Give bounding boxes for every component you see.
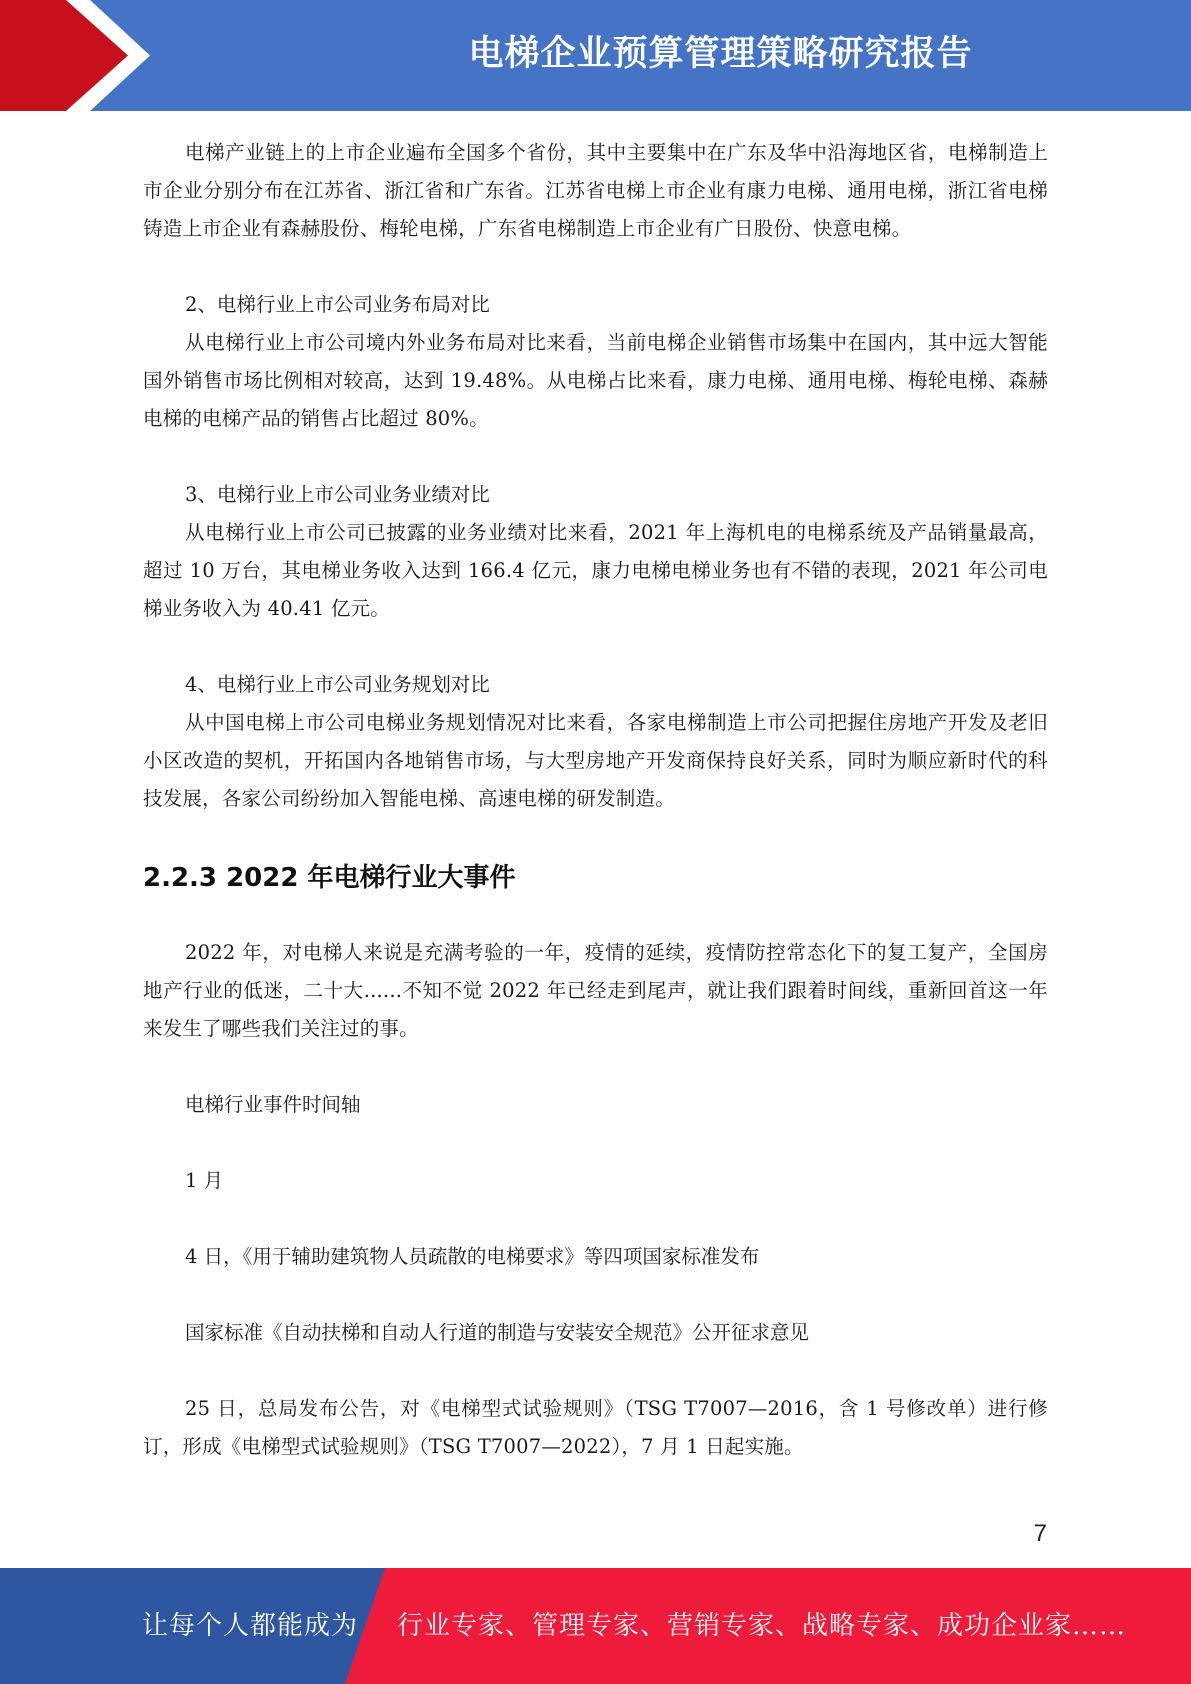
timeline-event-3: 25 日，总局发布公告，对《电梯型式试验规则》（TSG T7007—2016，含 1 号修改单）进行修订，形成《电梯型式试验规则》（TSG T7007—2022），7 月 1 日起实施。 <box>143 1397 1048 1458</box>
footer-slogan-left: 让每个人都能成为 <box>142 1611 359 1641</box>
page-header <box>0 0 1191 111</box>
subheading-performance: 3、电梯行业上市公司业务业绩对比 <box>185 483 490 506</box>
timeline-event-1: 4 日，《用于辅助建筑物人员疏散的电梯要求》等四项国家标准发布 <box>185 1245 760 1268</box>
paragraph-performance: 从电梯行业上市公司已披露的业务业绩对比来看，2021 年上海机电的电梯系统及产品销量最高，超过 10 万台，其电梯业务收入达到 166.4 亿元，康力电梯电梯业务也有不错的表现，2021 年公司电梯业务收入为 40.41 亿元。 <box>143 521 1048 620</box>
events-intro-paragraph: 2022 年，对电梯人来说是充满考验的一年，疫情的延续，疫情防控常态化下的复工复产，全国房地产行业的低迷，二十大......不知不觉 2022 年已经走到尾声，就让我们跟着时间线，重新回首这一年来发生了哪些我们关注过的事。 <box>143 941 1048 1040</box>
page-footer <box>0 1568 1191 1684</box>
footer-slogan-right: 行业专家、管理专家、营销专家、战略专家、成功企业家…… <box>397 1611 1127 1641</box>
paragraph-layout: 从电梯行业上市公司境内外业务布局对比来看，当前电梯企业销售市场集中在国内，其中远大智能国外销售市场比例相对较高，达到 19.48%。从电梯占比来看，康力电梯、通用电梯、梅轮电梯、森赫电梯的电梯产品的销售占比超过 80%。 <box>143 331 1048 430</box>
page-number: 7 <box>1033 1520 1047 1547</box>
document-body <box>143 134 1048 1466</box>
subheading-layout: 2、电梯行业上市公司业务布局对比 <box>185 293 490 316</box>
timeline-event-2: 国家标准《自动扶梯和自动人行道的制造与安装安全规范》公开征求意见 <box>185 1321 810 1344</box>
timeline-label: 电梯行业事件时间轴 <box>185 1093 361 1116</box>
subheading-planning: 4、电梯行业上市公司业务规划对比 <box>185 673 490 696</box>
section-title: 2.2.3 2022 年电梯行业大事件 <box>143 863 516 893</box>
intro-paragraph: 电梯产业链上的上市企业遍布全国多个省份，其中主要集中在广东及华中沿海地区省，电梯制造上市企业分别分布在江苏省、浙江省和广东省。江苏省电梯上市企业有康力电梯、通用电梯，浙江省电梯铸造上市企业有森赫股份、梅轮电梯，广东省电梯制造上市企业有广日股份、快意电梯。 <box>143 141 1048 240</box>
paragraph-planning: 从中国电梯上市公司电梯业务规划情况对比来看，各家电梯制造上市公司把握住房地产开发及老旧小区改造的契机，开拓国内各地销售市场，与大型房地产开发商保持良好关系，同时为顺应新时代的科技发展，各家公司纷纷加入智能电梯、高速电梯的研发制造。 <box>143 711 1048 810</box>
timeline-month: 1 月 <box>185 1169 224 1192</box>
report-title: 电梯企业预算管理策略研究报告 <box>468 34 973 74</box>
